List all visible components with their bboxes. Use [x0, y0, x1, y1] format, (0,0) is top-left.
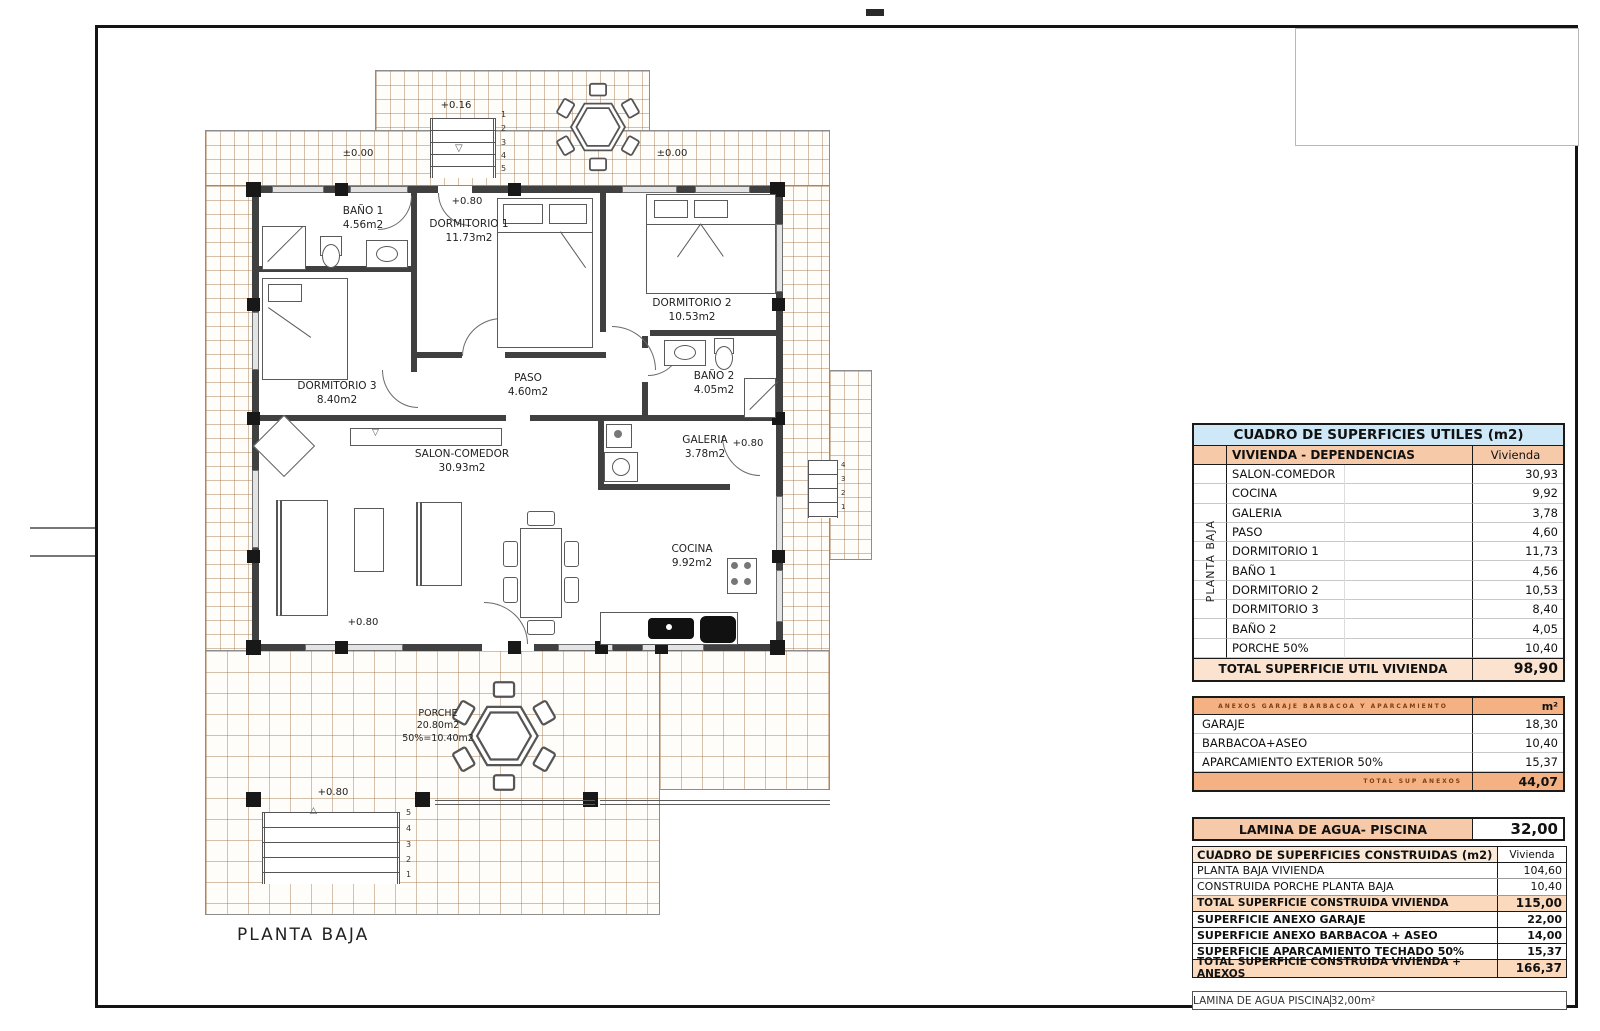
- room-label-bano2: BAÑO 2 4.05m2: [693, 370, 735, 396]
- table-row: PLANTA BAJA VIVIENDA 104,60: [1193, 863, 1566, 879]
- step-number: 3: [501, 138, 507, 147]
- pillar: [508, 641, 521, 654]
- coffee-table: [354, 508, 384, 572]
- step-number: 2: [841, 489, 846, 497]
- room-label-dorm3: DORMITORIO 3 8.40m2: [297, 380, 377, 406]
- porch-stairs: [262, 812, 400, 884]
- lamina-value: 32,00m²: [1330, 994, 1376, 1007]
- dining-table: [520, 528, 562, 618]
- appliance-dial: [614, 430, 622, 438]
- terrace-tiles-right-band: [778, 185, 830, 651]
- wall-bano1-right: [411, 192, 417, 272]
- utiles-side-spacer: [1194, 446, 1227, 464]
- construidas-col-header: Vivienda: [1509, 848, 1555, 861]
- fold-mark-top: [866, 9, 884, 16]
- table-row: CONSTRUIDA PORCHE PLANTA BAJA 10,40: [1193, 879, 1566, 895]
- utiles-total-row: [1194, 658, 1563, 680]
- step-number: 1: [841, 503, 846, 511]
- wall-salon-top-a: [256, 415, 506, 421]
- chair: [564, 577, 579, 603]
- anexos-header-row: [1194, 698, 1563, 715]
- chair: [527, 511, 555, 526]
- wall-dorm1-bottom-a: [417, 352, 462, 358]
- room-label-bano1: BAÑO 1 4.56m2: [342, 205, 384, 231]
- toilet-bowl-bano2: [715, 346, 733, 370]
- table-row: BAÑO 1 4,56: [1194, 561, 1563, 580]
- window-top-3: [622, 186, 677, 193]
- toilet-bowl-bano1: [322, 244, 340, 268]
- anexos-col-header: m²: [1541, 699, 1558, 713]
- wall-dorm2-bottom: [650, 330, 780, 336]
- room-label-dorm1: DORMITORIO 1 11.73m2: [429, 218, 509, 244]
- table-row: PORCHE 50% 10,40: [1194, 639, 1563, 658]
- step-number: 4: [406, 824, 412, 833]
- table-row: GARAJE 18,30: [1194, 715, 1563, 734]
- empty-title-box: [1295, 28, 1579, 146]
- hex-table-top: [553, 82, 643, 172]
- step-number: 1: [406, 870, 412, 879]
- step-number: 5: [406, 808, 412, 817]
- window-bottom-3: [642, 644, 704, 651]
- room-label-paso: PASO 4.60m2: [507, 372, 549, 398]
- sink-faucet: [666, 624, 672, 630]
- room-label-cocina: COCINA 9.92m2: [671, 543, 713, 569]
- room-label-salon: SALON-COMEDOR 30.93m2: [414, 448, 510, 474]
- porch-edge: [435, 804, 595, 805]
- step-number: 2: [406, 855, 412, 864]
- construidas-total-anexos-row: TOTAL SUPERFICIE CONSTRUIDA VIVIENDA + ANEXOS 166,37: [1193, 960, 1566, 976]
- porch-pillar: [246, 792, 261, 807]
- step-number: 2: [501, 124, 507, 133]
- table-row: APARCAMIENTO EXTERIOR 50% 15,37: [1194, 753, 1563, 772]
- step-number: 1: [501, 110, 507, 119]
- entry-door-opening: [438, 186, 472, 193]
- terrace-edge: [600, 804, 830, 805]
- pillar: [772, 298, 785, 311]
- table-row: GALERIA 3,78: [1194, 504, 1563, 523]
- bed-line: [497, 232, 593, 233]
- porch-pillar: [415, 792, 430, 807]
- pillow: [549, 204, 587, 224]
- table-row: SUPERFICIE ANEXO GARAJE 22,00: [1193, 912, 1566, 928]
- piscina-row: [1194, 819, 1563, 839]
- utiles-title: CUADRO DE SUPERFICIES UTILES (m2): [1194, 425, 1563, 446]
- pillar: [335, 183, 348, 196]
- terrace-tiles-bottom-right: [659, 650, 830, 790]
- plan-title: PLANTA BAJA: [237, 925, 370, 945]
- chair: [527, 620, 555, 635]
- chair: [503, 577, 518, 603]
- anexos-total-label: TOTAL SUP ANEXOS: [1194, 773, 1473, 790]
- window-left-1: [252, 312, 259, 370]
- burner: [731, 562, 738, 569]
- wall-galeria-bottom: [598, 484, 730, 490]
- level-label-terrace-left: ±0.00: [342, 148, 374, 159]
- window-right-1: [776, 224, 783, 292]
- level-label-salon: +0.80: [347, 617, 379, 628]
- sink-basin-bano2: [674, 345, 696, 360]
- burner: [731, 578, 738, 585]
- sofa-2: [416, 502, 462, 586]
- step-number: 3: [406, 840, 412, 849]
- lamina-label: LAMINA DE AGUA PISCINA: [1193, 994, 1330, 1007]
- level-label-galeria: +0.80: [732, 438, 764, 449]
- table-row: SUPERFICIE APARCAMIENTO TECHADO 50% 15,37: [1193, 944, 1566, 960]
- side-steps: [808, 460, 838, 518]
- window-right-2: [776, 496, 783, 554]
- step-number: 5: [501, 164, 507, 173]
- table-row: DORMITORIO 1 11,73: [1194, 542, 1563, 561]
- wall-dorm2-left: [600, 192, 606, 332]
- burner: [744, 562, 751, 569]
- washer-drum: [612, 458, 630, 476]
- window-top-2: [350, 186, 408, 193]
- table-superficies-construidas: [1192, 846, 1567, 981]
- table-row: SALON-COMEDOR 30,93: [1194, 465, 1563, 484]
- entrance-stairs: [430, 118, 496, 178]
- level-label-entry: +0.80: [451, 196, 483, 207]
- utiles-total-value: 98,90: [1513, 661, 1558, 678]
- wall-dorm1-bottom-b: [505, 352, 606, 358]
- table-row: BAÑO 2 4,05: [1194, 619, 1563, 638]
- pillow: [503, 204, 543, 224]
- pillow: [694, 200, 728, 218]
- terrace-tiles-top-band: [205, 130, 830, 186]
- step-number: 4: [841, 461, 846, 469]
- pillow: [268, 284, 302, 302]
- pillar: [247, 550, 260, 563]
- porch-edge: [435, 800, 595, 801]
- lamina-row: [1193, 992, 1566, 1009]
- step-number: 4: [501, 151, 507, 160]
- construidas-title: CUADRO DE SUPERFICIES CONSTRUIDAS (m2): [1193, 847, 1498, 862]
- room-label-galeria: GALERIA 3.78m2: [682, 434, 728, 460]
- anexos-total-row: [1194, 772, 1563, 790]
- window-top-4: [695, 186, 750, 193]
- window-top-1: [272, 186, 324, 193]
- window-left-2: [252, 470, 259, 548]
- pillar: [246, 182, 261, 197]
- utiles-side-label: PLANTA BAJA: [1204, 520, 1217, 603]
- kitchen-appliance: [700, 616, 736, 643]
- bed-line: [646, 224, 776, 225]
- level-label-terrace-right: ±0.00: [656, 148, 688, 159]
- shower-bano1: [262, 226, 306, 270]
- room-label-porche: PORCHE 20.80m2 50%=10.40m2: [402, 708, 474, 744]
- pillow: [654, 200, 688, 218]
- pillar: [246, 640, 261, 655]
- stair-direction-arrow: ▽: [455, 143, 463, 154]
- utiles-subheader-row: [1194, 446, 1563, 465]
- utiles-subheader: VIVIENDA - DEPENDENCIAS: [1227, 446, 1473, 464]
- table-row: BARBACOA+ASEO 10,40: [1194, 734, 1563, 753]
- utiles-col-header: Vivienda: [1490, 448, 1541, 462]
- table-anexos: [1192, 696, 1565, 792]
- window-bottom-1: [305, 644, 403, 651]
- table-lamina-piscina: [1192, 991, 1567, 1010]
- tv-mark: ▽: [372, 428, 379, 438]
- piscina-value: 32,00: [1510, 820, 1558, 838]
- terrace-edge: [600, 800, 830, 801]
- construidas-title-row: [1193, 847, 1566, 863]
- pillar: [247, 298, 260, 311]
- level-label-porch: +0.80: [317, 787, 349, 798]
- utiles-total-label: TOTAL SUPERFICIE UTIL VIVIENDA: [1194, 659, 1473, 680]
- anexos-header: ANEXOS GARAJE BARBACOA Y APARCAMIENTO: [1194, 698, 1473, 714]
- wall-bano2-left-b: [642, 382, 648, 421]
- room-label-dorm2: DORMITORIO 2 10.53m2: [652, 297, 732, 323]
- construidas-total-vivienda-row: TOTAL SUPERFICIE CONSTRUIDA VIVIENDA 115,00: [1193, 896, 1566, 912]
- pillar: [770, 640, 785, 655]
- step-number: 3: [841, 475, 846, 483]
- piscina-label: LAMINA DE AGUA- PISCINA: [1194, 819, 1473, 839]
- table-row: PASO 4,60: [1194, 523, 1563, 542]
- sink-basin-bano1: [376, 246, 398, 262]
- table-row: SUPERFICIE ANEXO BARBACOA + ASEO 14,00: [1193, 928, 1566, 944]
- window-right-3: [776, 570, 783, 622]
- stair-direction-arrow: △: [310, 806, 317, 816]
- table-row: DORMITORIO 3 8,40: [1194, 600, 1563, 619]
- pillar: [247, 412, 260, 425]
- anexos-total-value: 44,07: [1518, 774, 1558, 789]
- fold-mark-left-b: [30, 555, 95, 557]
- column-divider: [1344, 465, 1345, 658]
- chair: [564, 541, 579, 567]
- pillar: [335, 641, 348, 654]
- pillar: [508, 183, 521, 196]
- table-row: COCINA 9,92: [1194, 484, 1563, 503]
- sofa-1: [276, 500, 328, 616]
- chair: [503, 541, 518, 567]
- pillar: [772, 550, 785, 563]
- fold-mark-left-a: [30, 527, 95, 529]
- table-piscina: [1192, 817, 1565, 841]
- table-superficies-utiles: [1192, 423, 1565, 682]
- table-row: DORMITORIO 2 10,53: [1194, 581, 1563, 600]
- level-label-stair-top: +0.16: [440, 100, 472, 111]
- burner: [744, 578, 751, 585]
